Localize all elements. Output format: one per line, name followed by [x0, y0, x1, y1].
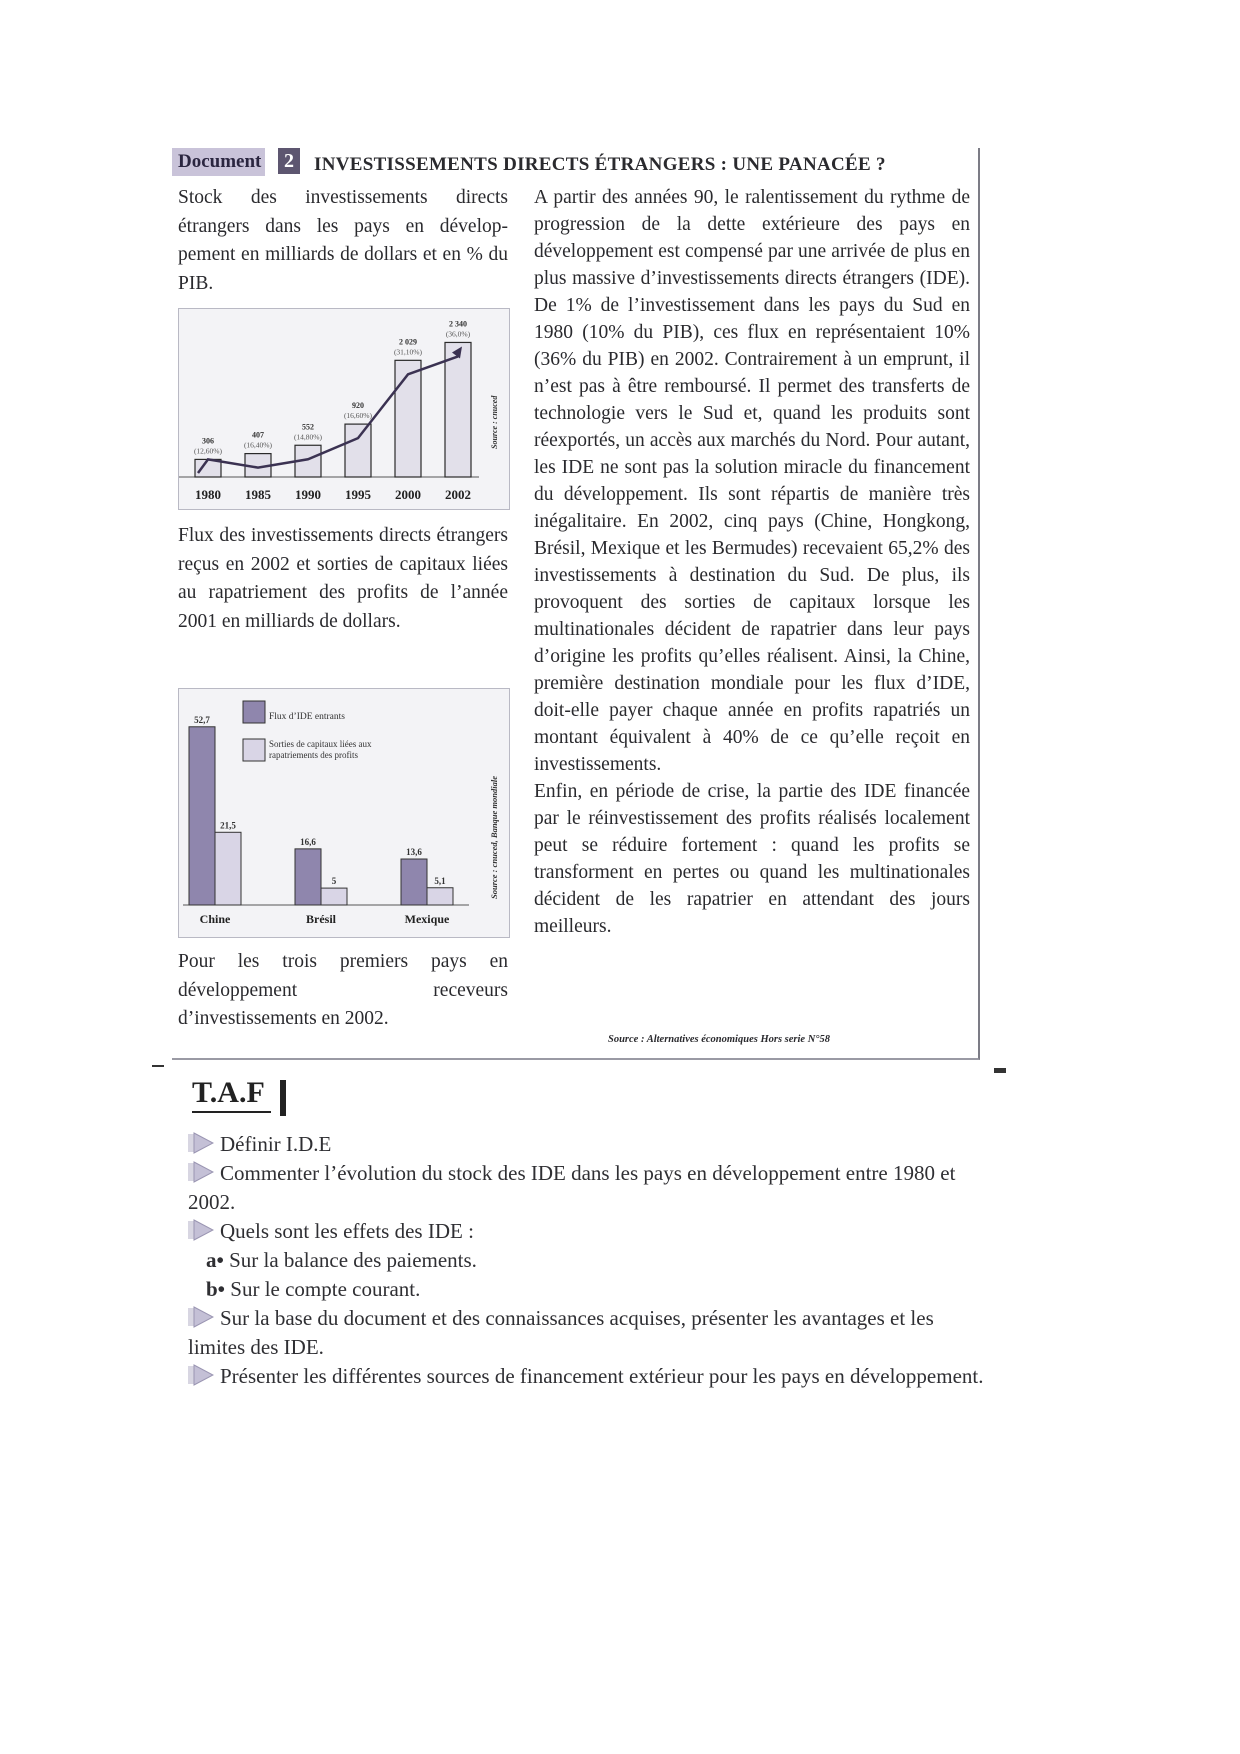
chart1-value-label: 552 [302, 422, 314, 432]
chart2-legend-outflow: Sorties de capitaux liées aux [269, 739, 372, 749]
question-4 [188, 1304, 988, 1362]
question-3b-text: Sur le compte courant. [230, 1277, 421, 1301]
question-3 [188, 1217, 988, 1246]
chart2-value-label: 21,5 [220, 820, 236, 831]
chart2-bar-inflow [189, 727, 215, 905]
flux-chart [179, 689, 509, 937]
chart1-tick-label: 2002 [445, 487, 471, 502]
chart2-legend-swatch-inflow [243, 701, 265, 723]
question-3a-marker: a• [206, 1248, 224, 1272]
chart2-source: Source : cnuced, Banque mondiale [489, 775, 499, 899]
chart3-caption-wrap [178, 948, 508, 1034]
divider-left [152, 1065, 164, 1067]
chart2-caption-wrap [178, 522, 508, 636]
chart2-legend-swatch-outflow [243, 739, 265, 761]
question-3-text: Quels sont les effets des IDE : [220, 1219, 474, 1243]
chart2-bar-inflow [401, 859, 427, 905]
chart1-tick-label: 1995 [345, 487, 371, 502]
chart1-tick-label: 1980 [195, 487, 221, 502]
chart1-pct-label: (14,80%) [293, 432, 323, 442]
chart1-pct-label: (12,60%) [193, 446, 223, 456]
divider-right [994, 1068, 1006, 1073]
flux-chart-box [178, 688, 510, 938]
question-1-text: Définir I.D.E [220, 1132, 332, 1156]
chart2-legend-outflow-2: rapatriements des profits [269, 750, 358, 760]
chart1-value-label: 2 029 [399, 337, 417, 347]
taf-questions [188, 1130, 988, 1391]
question-3a [206, 1246, 988, 1275]
chart1-pct-label: (31,10%) [393, 347, 423, 357]
chart2-value-label: 16,6 [300, 836, 316, 847]
document-title: INVESTISSEMENTS DIRECTS ÉTRANGERS : UNE PANACÉE ? [314, 154, 886, 175]
question-5-text: Présenter les différentes sources de financement extérieur pour les pays en développement. [220, 1364, 984, 1388]
document-tag: Document [172, 148, 265, 176]
question-3b-marker: b• [206, 1277, 226, 1301]
document-header [172, 148, 978, 178]
chart2-bar-outflow [427, 888, 453, 905]
left-column [178, 184, 508, 298]
chart1-value-label: 2 340 [449, 319, 467, 329]
arrow-4-icon [188, 1306, 214, 1328]
chart1-pct-label: (36,0%) [445, 329, 471, 339]
arrow-2-icon [188, 1161, 214, 1183]
taf-title-bar [280, 1080, 286, 1116]
right-column [534, 184, 970, 940]
question-2 [188, 1159, 988, 1217]
chart1-bar [345, 424, 371, 477]
chart1-value-label: 920 [352, 401, 364, 411]
document-source: Source : Alternatives économiques Hors serie N°58 [608, 1034, 830, 1045]
chart1-tick-label: 1990 [295, 487, 321, 502]
chart2-tick-label: Chine [199, 912, 231, 926]
body-paragraph-2: Enfin, en période de crise, la partie des IDE financée par le réinvestissement des profits réalisés localement peut se réduire fortement : quand les profits se transforment en pertes ou quand les multinationales décident de les rapatrier en attendant des jours meilleurs. [534, 781, 970, 937]
chart2-value-label: 13,6 [406, 847, 422, 858]
arrow-5-icon [188, 1364, 214, 1386]
chart1-pct-label: (16,60%) [343, 411, 373, 421]
chart1-tick-label: 1985 [245, 487, 271, 502]
chart2-caption: Flux des investissements directs étrangers reçus en 2002 et sorties de capitaux liées au rapatriement des profits de l’année 2001 en milliards de dollars. [178, 525, 508, 632]
chart2-value-label: 5,1 [434, 875, 446, 886]
chart1-tick-label: 2000 [395, 487, 421, 502]
taf-title: T.A.F [192, 1075, 271, 1113]
chart1-pct-label: (16,40%) [243, 440, 273, 450]
chart3-caption: Pour les trois premiers pays en développement receveurs d’investissements en 2002. [178, 951, 508, 1029]
chart1-source: Source : cnuced [490, 395, 499, 449]
question-1 [188, 1130, 988, 1159]
question-4-text: Sur la base du document et des connaissances acquises, présenter les avantages et les limites des IDE. [188, 1306, 934, 1359]
chart1-bar [445, 342, 471, 477]
chart2-bar-outflow [215, 832, 241, 905]
chart2-legend-inflow: Flux d’IDE entrants [269, 712, 345, 722]
question-3a-text: Sur la balance des paiements. [229, 1248, 477, 1272]
question-2-text: Commenter l’évolution du stock des IDE dans les pays en développement entre 1980 et 2002. [188, 1161, 956, 1214]
arrow-1-icon [188, 1132, 214, 1154]
chart2-bar-inflow [295, 849, 321, 905]
chart2-value-label: 52,7 [194, 714, 210, 725]
chart1-value-label: 306 [202, 436, 214, 446]
chart2-tick-label: Mexique [404, 912, 450, 926]
stock-chart-box [178, 308, 510, 510]
body-paragraph: A partir des années 90, le ralentissement du rythme de progression de la dette extérieure des pays en développement est compensé par une arrivée de plus en plus massive d’investissements directs étrangers (IDE). De 1% de l’investissement dans les pays du Sud en 1980 (10% du PIB), ces flux en représentaient 10% (36% du PIB) en 2002. Contrairement à un emprunt, il n’est pas à être remboursé. Il permet des transferts de technologie vers le Sud et, quand les produits sont réexportés, un accès aux marchés du Nord. Pour autant, les IDE ne sont pas la solution miracle du financement du développement. Ils sont répartis de manière très inégalitaire. En 2002, cinq pays (Chine, Hongkong, Brésil, Mexique et les Bermudes) recevaient 65,2% des investissements à destination du Sud. De plus, ils provoquent des sorties de capitaux lorsque les multinationales décident de rapatrier dans leur pays d’origine les profits qu’elles réalisent. Ainsi, la Chine, première destination mondiale pour les flux d’IDE, doit-elle payer chaque année en profits rapatriés un montant équivalent à 40% de ce qu’elle reçoit en investissements. [534, 187, 970, 775]
chart1-bar [395, 360, 421, 477]
document-number: 2 [278, 148, 300, 174]
stock-chart [179, 309, 509, 509]
question-3b [206, 1275, 988, 1304]
chart1-value-label: 407 [252, 430, 264, 440]
chart1-caption: Stock des investissements directs étrangers dans les pays en dévelop-pement en milliards de dollars et en % du PIB. [178, 187, 508, 294]
question-5 [188, 1362, 988, 1391]
document-2 [172, 148, 980, 1060]
chart2-bar-outflow [321, 888, 347, 905]
chart2-value-label: 5 [331, 876, 337, 887]
chart2-tick-label: Brésil [306, 912, 336, 926]
arrow-3-icon [188, 1219, 214, 1241]
